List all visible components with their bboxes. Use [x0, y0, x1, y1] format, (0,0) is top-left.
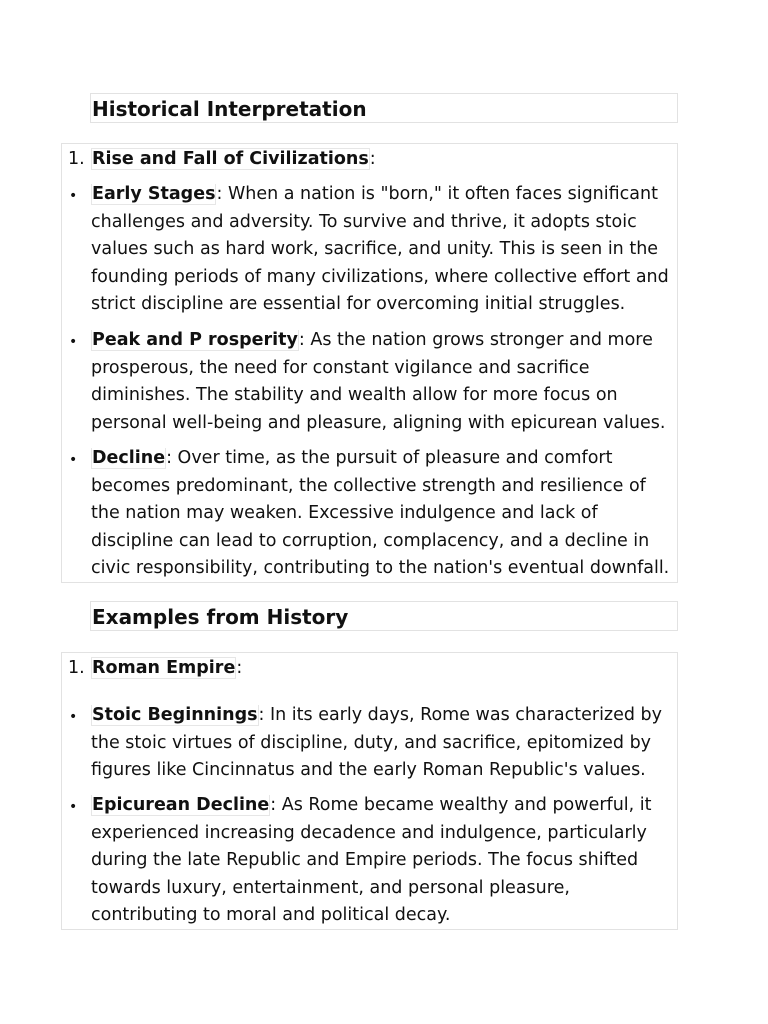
bullet-term: Decline	[92, 448, 166, 468]
bullet-icon: •	[69, 188, 78, 204]
bullet-item	[62, 445, 677, 583]
section-heading-examples-from-history: Examples from History	[90, 601, 678, 631]
numbered-item-suffix: :	[369, 149, 376, 169]
section-heading-historical-interpretation: Historical Interpretation	[90, 93, 678, 123]
bullet-description: : In its early days, Rome was characterized by the stoic virtues of discipline, duty, and sacrifice, epitomized by figures like Cincinnatus and the early Roman Republic's values.	[91, 705, 663, 780]
bullet-item	[62, 792, 677, 930]
numbered-item-term: Rise and Fall of Civilizations	[92, 149, 369, 169]
bullet-icon: •	[69, 709, 78, 725]
section-body-examples-from-history	[61, 652, 678, 930]
bullet-text	[91, 181, 675, 319]
list-number: 1.	[68, 149, 85, 169]
bullet-icon: •	[69, 799, 78, 815]
bullet-description: : As Rome became wealthy and powerful, it experienced increasing decadence and indulgence, particularly during the late Republic and Empire periods. The focus shifted towards luxury, entertainment, and personal pleasure, contributing to moral and political decay.	[91, 795, 652, 925]
bullet-item	[62, 327, 677, 437]
bullet-term: Early Stages	[92, 184, 216, 204]
numbered-item-term: Roman Empire	[92, 658, 236, 678]
bullet-term: Stoic Beginnings	[92, 705, 258, 725]
bullet-text	[91, 327, 675, 437]
numbered-item	[68, 145, 376, 173]
bullet-description: : As the nation grows stronger and more prosperous, the need for constant vigilance and sacrifice diminishes. The stability and wealth allow for more focus on personal well-being and pleasure, aligning with epicurean values.	[91, 330, 666, 433]
bullet-text	[91, 445, 675, 583]
bullet-description: : When a nation is "born," it often faces significant challenges and adversity. To survive and thrive, it adopts stoic values such as hard work, sacrifice, and unity. This is seen in the founding periods of many civilizations, where collective effort and strict discipline are essential for overcoming initial struggles.	[91, 184, 669, 314]
numbered-item	[68, 654, 242, 682]
bullet-text	[91, 792, 675, 930]
section-body-historical-interpretation	[61, 143, 678, 583]
bullet-description: : Over time, as the pursuit of pleasure and comfort becomes predominant, the collective strength and resilience of the nation may weaken. Excessive indulgence and lack of discipline can lead to corruption, complacency, and a decline in civic responsibility, contributing to the nation's eventual downfall.	[91, 448, 670, 578]
bullet-icon: •	[69, 334, 78, 350]
list-number: 1.	[68, 658, 85, 678]
numbered-item-suffix: :	[236, 658, 243, 678]
bullet-icon: •	[69, 452, 78, 468]
bullet-item	[62, 181, 677, 319]
bullet-item	[62, 702, 677, 785]
bullet-term: Peak and P rosperity	[92, 330, 298, 350]
bullet-term: Epicurean Decline	[92, 795, 270, 815]
bullet-text	[91, 702, 675, 785]
